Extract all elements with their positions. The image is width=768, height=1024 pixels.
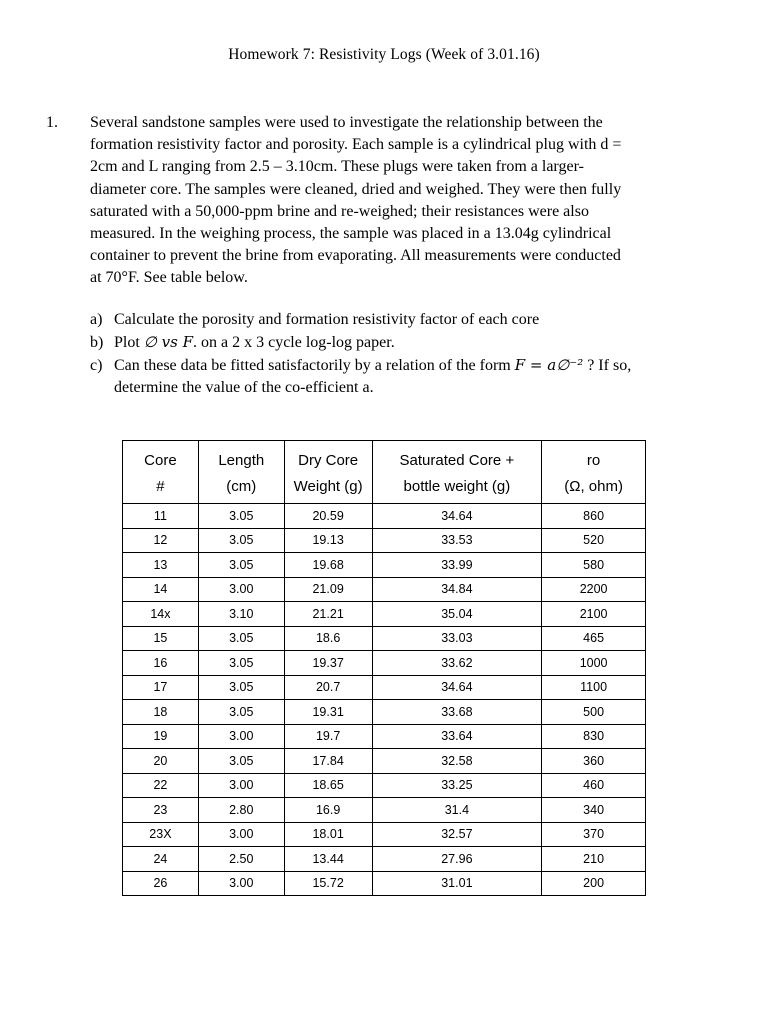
table-cell: 35.04 <box>372 602 542 627</box>
table-row <box>123 553 646 578</box>
part-b-math: ∅ vs F <box>143 333 193 351</box>
table-cell: 2200 <box>542 577 646 602</box>
table-cell: 3.05 <box>198 528 284 553</box>
table-cell: 360 <box>542 749 646 774</box>
table-cell: 17.84 <box>284 749 372 774</box>
table-cell: 34.64 <box>372 675 542 700</box>
table-cell: 17 <box>123 675 199 700</box>
table-cell: 3.00 <box>198 577 284 602</box>
table-cell: 27.96 <box>372 847 542 872</box>
table-cell: 19.7 <box>284 724 372 749</box>
part-c <box>90 354 730 399</box>
table-cell: 1100 <box>542 675 646 700</box>
question-line: measured. In the weighing process, the sample was placed in a 13.04g cylindrical <box>90 225 612 243</box>
question-line: at 70°F. See table below. <box>90 269 248 287</box>
table-cell: 34.64 <box>372 504 542 529</box>
part-c-math: F = a∅⁻² <box>514 356 584 374</box>
part-b <box>90 331 730 354</box>
table-cell: 23X <box>123 822 199 847</box>
table-cell: 19.31 <box>284 700 372 725</box>
header-length: Length (cm) <box>198 441 284 504</box>
table-cell: 14 <box>123 577 199 602</box>
table-cell: 1000 <box>542 651 646 676</box>
table-cell: 15.72 <box>284 871 372 896</box>
table-cell: 33.03 <box>372 626 542 651</box>
document-title: Homework 7: Resistivity Logs (Week of 3.01.16) <box>228 46 540 63</box>
table-row <box>123 724 646 749</box>
table-cell: 13 <box>123 553 199 578</box>
table-cell: 26 <box>123 871 199 896</box>
table-cell: 340 <box>542 798 646 823</box>
table-row <box>123 822 646 847</box>
header-ro: ro (Ω, ohm) <box>542 441 646 504</box>
table-cell: 860 <box>542 504 646 529</box>
table-cell: 3.05 <box>198 749 284 774</box>
question-line: diameter core. The samples were cleaned, dried and weighed. They were then fully <box>90 180 622 198</box>
table-cell: 14x <box>123 602 199 627</box>
table-cell: 16.9 <box>284 798 372 823</box>
question-line: formation resistivity factor and porosity. Each sample is a cylindrical plug with d = <box>90 136 622 154</box>
question-line: container to prevent the brine from evaporating. All measurements were conducted <box>90 247 621 265</box>
table-cell: 3.05 <box>198 651 284 676</box>
core-data-table <box>122 440 646 896</box>
table-cell: 20.7 <box>284 675 372 700</box>
table-cell: 33.68 <box>372 700 542 725</box>
table-cell: 3.00 <box>198 822 284 847</box>
table-cell: 3.00 <box>198 871 284 896</box>
table-cell: 33.99 <box>372 553 542 578</box>
table-cell: 3.05 <box>198 626 284 651</box>
question-line: Several sandstone samples were used to investigate the relationship between the <box>90 114 603 131</box>
question-number: 1. <box>46 114 58 131</box>
table-cell: 210 <box>542 847 646 872</box>
table-cell: 20.59 <box>284 504 372 529</box>
table-cell: 31.01 <box>372 871 542 896</box>
table-cell: 12 <box>123 528 199 553</box>
header-saturated-weight: Saturated Core + bottle weight (g) <box>372 441 542 504</box>
table-cell: 18.01 <box>284 822 372 847</box>
table-cell: 22 <box>123 773 199 798</box>
table-cell: 2.80 <box>198 798 284 823</box>
table-row <box>123 577 646 602</box>
table-cell: 32.58 <box>372 749 542 774</box>
table-row <box>123 675 646 700</box>
table-row <box>123 773 646 798</box>
table-cell: 19.37 <box>284 651 372 676</box>
table-cell: 20 <box>123 749 199 774</box>
table-row <box>123 504 646 529</box>
header-core: Core # <box>123 441 199 504</box>
table-cell: 500 <box>542 700 646 725</box>
table-cell: 32.57 <box>372 822 542 847</box>
part-c-pre: Can these data be fitted satisfactorily by a relation of the form <box>114 357 515 374</box>
table-cell: 830 <box>542 724 646 749</box>
table-cell: 465 <box>542 626 646 651</box>
table-row <box>123 700 646 725</box>
part-c-continuation: determine the value of the co-efficient a. <box>114 379 374 396</box>
table-cell: 16 <box>123 651 199 676</box>
table-cell: 3.00 <box>198 773 284 798</box>
table-row <box>123 847 646 872</box>
table-cell: 23 <box>123 798 199 823</box>
header-dry-weight: Dry Core Weight (g) <box>284 441 372 504</box>
table-cell: 34.84 <box>372 577 542 602</box>
table-cell: 21.21 <box>284 602 372 627</box>
table-cell: 2.50 <box>198 847 284 872</box>
table-cell: 18 <box>123 700 199 725</box>
table-cell: 11 <box>123 504 199 529</box>
table-cell: 33.25 <box>372 773 542 798</box>
table-cell: 21.09 <box>284 577 372 602</box>
part-c-label: c) <box>90 357 103 374</box>
table-cell: 370 <box>542 822 646 847</box>
table-cell: 3.10 <box>198 602 284 627</box>
table-cell: 2100 <box>542 602 646 627</box>
table-cell: 19 <box>123 724 199 749</box>
table-row <box>123 602 646 627</box>
table-cell: 3.05 <box>198 553 284 578</box>
table-row <box>123 798 646 823</box>
table-header-row <box>123 441 646 504</box>
table-row <box>123 651 646 676</box>
table-cell: 33.64 <box>372 724 542 749</box>
part-a <box>90 309 730 331</box>
table-cell: 18.6 <box>284 626 372 651</box>
table-row <box>123 871 646 896</box>
part-a-text: Calculate the porosity and formation resistivity factor of each core <box>114 311 540 328</box>
table-cell: 13.44 <box>284 847 372 872</box>
question-line: 2cm and L ranging from 2.5 – 3.10cm. These plugs were taken from a larger- <box>90 158 584 176</box>
table-row <box>123 749 646 774</box>
table-cell: 200 <box>542 871 646 896</box>
table-cell: 19.13 <box>284 528 372 553</box>
table-row <box>123 626 646 651</box>
table-cell: 18.65 <box>284 773 372 798</box>
table-cell: 3.05 <box>198 675 284 700</box>
part-a-label: a) <box>90 311 103 328</box>
table-row <box>123 528 646 553</box>
table-cell: 33.53 <box>372 528 542 553</box>
question-paragraph <box>90 112 722 290</box>
part-b-label: b) <box>90 334 104 351</box>
table-cell: 24 <box>123 847 199 872</box>
table-cell: 31.4 <box>372 798 542 823</box>
table-cell: 15 <box>123 626 199 651</box>
table-cell: 19.68 <box>284 553 372 578</box>
table-cell: 580 <box>542 553 646 578</box>
part-b-post: . on a 2 x 3 cycle log-log paper. <box>192 334 395 351</box>
part-c-post: ? If so, <box>583 357 632 374</box>
table-cell: 3.00 <box>198 724 284 749</box>
table-cell: 33.62 <box>372 651 542 676</box>
table-cell: 520 <box>542 528 646 553</box>
table-body <box>123 504 646 896</box>
question-line: saturated with a 50,000-ppm brine and re-weighed; their resistances were also <box>90 202 589 220</box>
table-cell: 3.05 <box>198 504 284 529</box>
table-cell: 460 <box>542 773 646 798</box>
table-cell: 3.05 <box>198 700 284 725</box>
part-b-pre: Plot <box>114 334 144 351</box>
